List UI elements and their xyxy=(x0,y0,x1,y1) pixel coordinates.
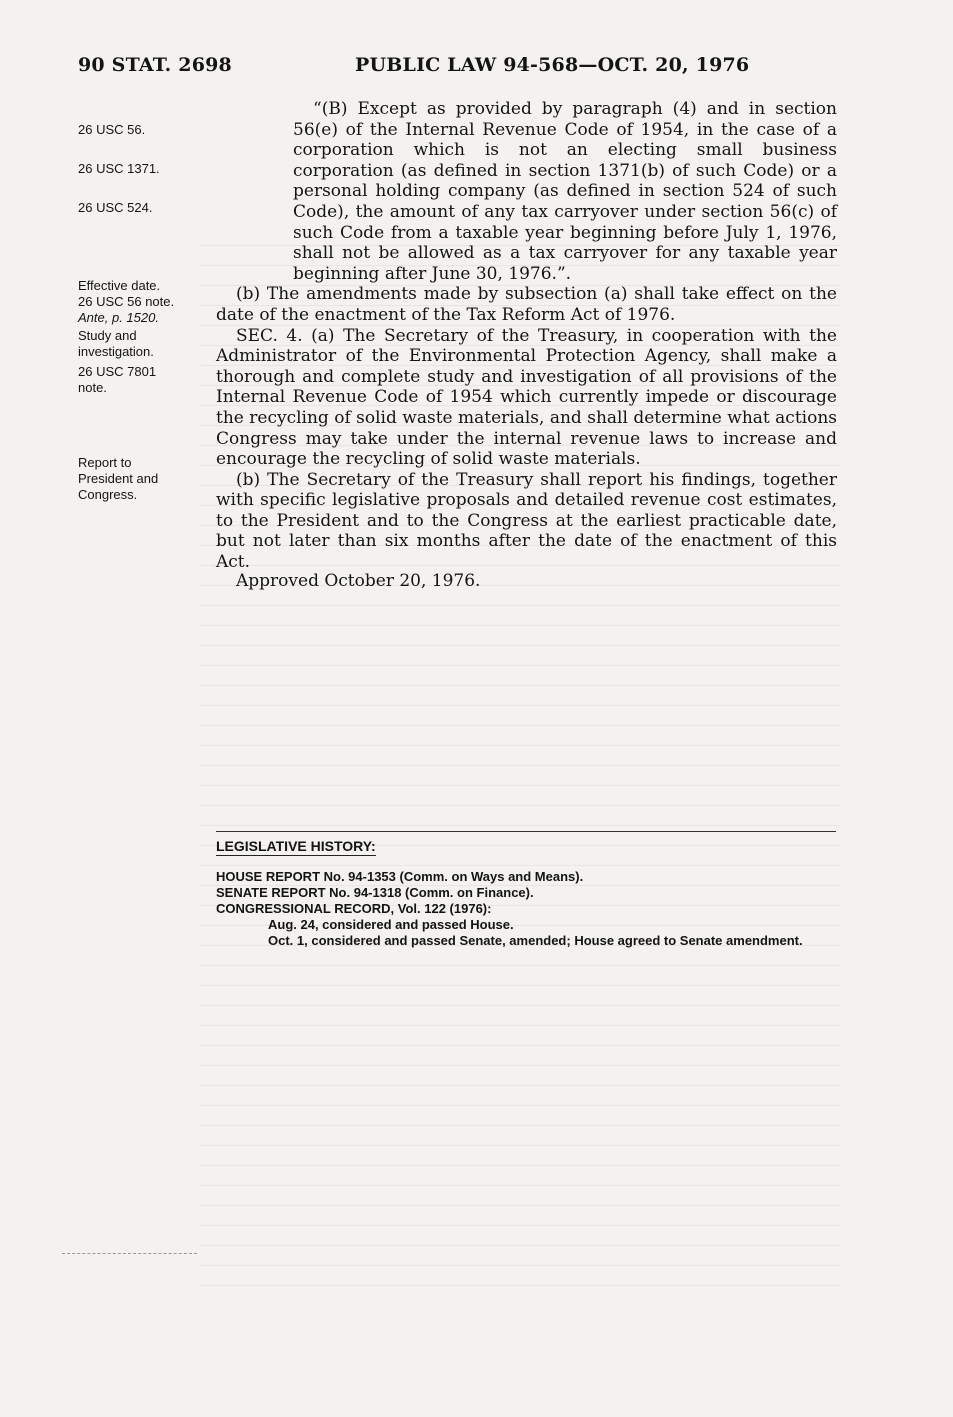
section-4b: (b) The Secretary of the Treasury shall report his findings, together with specific legislative proposals and detailed revenue cost estimates, to the President and to the Congress at the earliest practicable date, but not later than six months after the date of the enactment of this Act. xyxy=(216,469,837,573)
margin-note-usc7801: 26 USC 7801 note. xyxy=(78,364,157,395)
paragraph-b-amendment: (b) The amendments made by subsection (a) shall take effect on the date of the enactment of the Tax Reform Act of 1976. xyxy=(216,284,837,325)
stat-page-number: 90 STAT. 2698 xyxy=(78,54,232,76)
margin-note-usc56-note: 26 USC 56 note. xyxy=(78,294,175,309)
paragraph-b-quote: “(B) Except as provided by paragraph (4) and in section 56(e) of the Internal Revenue Code of 1954, in the case of a corporation which is not an electing small business corporation (as defined in section 1371(b) of such Code) or a personal holding company (as defined in section 524 of such Code), the amount of any tax carryover under section 56(c) of such Code from a taxable year beginning before July 1, 1976, shall not be allowed as a tax carryover for any taxable year beginning after June 30, 1976.”. xyxy=(293,99,837,284)
approval-date: Approved October 20, 1976. xyxy=(236,571,481,591)
margin-note-ante: Ante, p. 1520. xyxy=(78,310,159,325)
page-mark xyxy=(62,1253,197,1254)
running-head: PUBLIC LAW 94-568—OCT. 20, 1976 xyxy=(355,54,750,76)
divider xyxy=(216,831,836,832)
margin-note-report: Report to President and Congress. xyxy=(78,455,159,502)
congressional-record: CONGRESSIONAL RECORD, Vol. 122 (1976): xyxy=(216,901,492,916)
section-4a: SEC. 4. (a) The Secretary of the Treasury, in cooperation with the Administrator of the Environmental Protection Agency, shall make a thorough and complete study and investigation of all provisions of the Internal Revenue Code of 1954 which currently impede or discourage the recycling of solid waste materials, and shall determine what actions Congress may take under the internal revenue laws to increase and encourage the recycling of solid waste materials. xyxy=(216,325,837,470)
margin-note-usc1371: 26 USC 1371. xyxy=(78,161,160,176)
margin-note-study: Study and investigation. xyxy=(78,328,154,359)
margin-note-usc56: 26 USC 56. xyxy=(78,122,146,137)
record-entry-aug: Aug. 24, considered and passed House. xyxy=(268,917,514,932)
legislative-history-title: LEGISLATIVE HISTORY: xyxy=(216,838,376,854)
legislative-history-list xyxy=(216,869,836,949)
margin-note-effective-date: Effective date. xyxy=(78,278,161,293)
law-body-text xyxy=(216,99,837,573)
record-entry-oct xyxy=(216,933,836,949)
margin-note-usc524: 26 USC 524. xyxy=(78,200,153,215)
record-entry-oct-text: Oct. 1, considered and passed Senate, amended; House agreed to Senate amendment. xyxy=(268,933,803,948)
house-report: HOUSE REPORT No. 94-1353 (Comm. on Ways and Means). xyxy=(216,869,584,884)
senate-report: SENATE REPORT No. 94-1318 (Comm. on Finance). xyxy=(216,885,534,900)
